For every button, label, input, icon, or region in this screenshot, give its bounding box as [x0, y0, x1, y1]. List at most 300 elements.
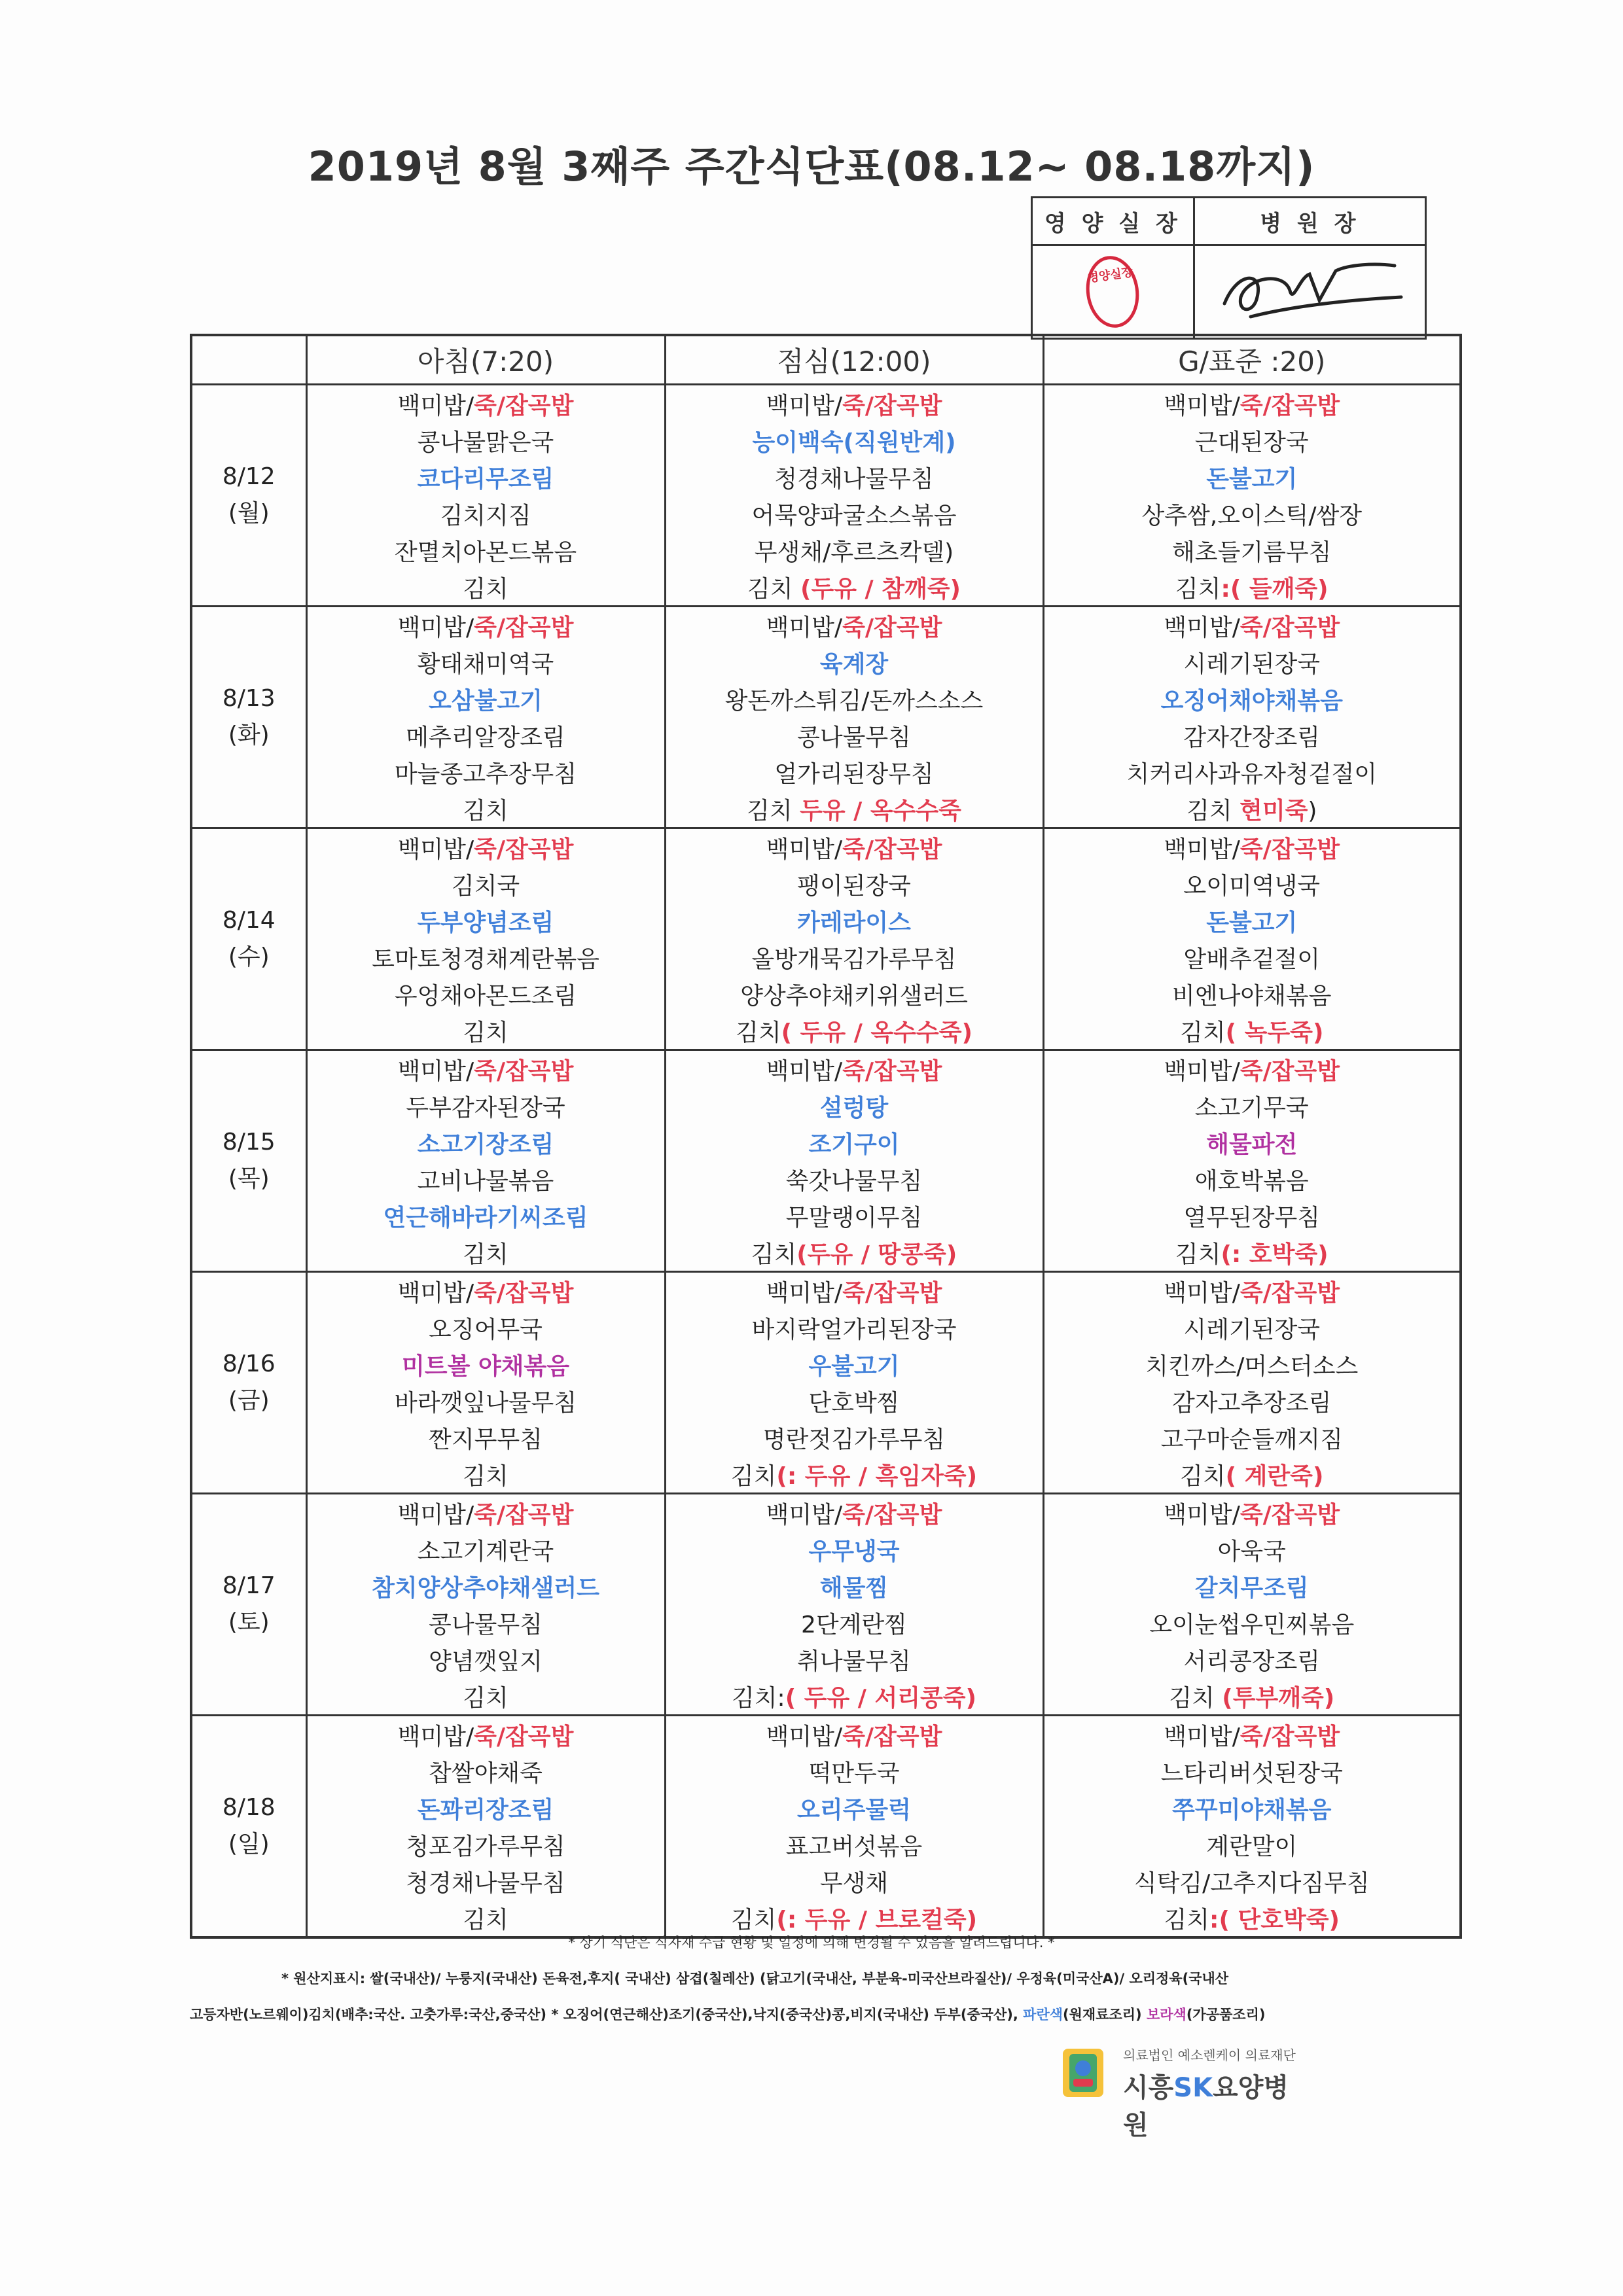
menu-text: 김치 — [1175, 575, 1221, 603]
lunch-item — [665, 1087, 1043, 1124]
date-label: 8/17 — [222, 1572, 276, 1599]
lunch-item — [665, 1234, 1043, 1272]
breakfast-item — [306, 866, 665, 902]
dinner-item — [1043, 644, 1461, 680]
menu-text: 김치 — [1180, 1019, 1226, 1046]
menu-text: 소고기계란국 — [417, 1538, 554, 1565]
menu-text: 백미밥/ — [766, 614, 843, 641]
dinner-item — [1043, 1161, 1461, 1197]
menu-row — [191, 1087, 1461, 1124]
menu-row — [191, 1456, 1461, 1494]
menu-row — [191, 1678, 1461, 1716]
dinner-item — [1043, 1309, 1461, 1346]
menu-text: 죽/잡곡밥 — [1240, 392, 1340, 419]
menu-text: 백미밥/ — [766, 392, 843, 419]
dinner-item — [1043, 1087, 1461, 1124]
menu-text: 백미밥/ — [397, 1723, 474, 1750]
breakfast-item — [306, 1087, 665, 1124]
menu-text: 찹쌀야채죽 — [429, 1759, 543, 1787]
weekday-label: (금) — [228, 1387, 270, 1414]
menu-text: 어묵양파굴소스볶음 — [751, 502, 957, 529]
dinner-item — [1043, 680, 1461, 717]
lunch-item — [665, 1456, 1043, 1494]
lunch-item — [665, 1309, 1043, 1346]
menu-text: :( 단호박죽) — [1209, 1906, 1340, 1934]
menu-text: 백미밥/ — [766, 1057, 843, 1085]
menu-text: 돈꽈리장조림 — [417, 1796, 554, 1824]
menu-text: 무생채 — [819, 1869, 889, 1897]
breakfast-item — [306, 1050, 665, 1088]
lunch-item — [665, 828, 1043, 866]
origin-notice: * 원산지표시: 쌀(국내산)/ 누룽지(국내산) 돈육전,후지( 국내산) 삼겹(칠레산) (닭고기(국내산, 부분육-미국산브라질산)/ 우정육(미국산A)/ 오리정육(국내산 — [281, 1971, 1229, 1987]
menu-text: 백미밥/ — [1164, 392, 1240, 419]
breakfast-item — [306, 1678, 665, 1716]
menu-text: 마늘종고추장무침 — [394, 760, 577, 788]
menu-text: 시레기된장국 — [1183, 650, 1321, 678]
menu-row — [191, 459, 1461, 495]
breakfast-item — [306, 902, 665, 939]
menu-text: 죽/잡곡밥 — [474, 1723, 574, 1750]
menu-text: 양념깻잎지 — [429, 1648, 543, 1675]
breakfast-item — [306, 607, 665, 645]
menu-text: 감자고추장조림 — [1172, 1389, 1332, 1417]
menu-text: 청경채나물무침 — [406, 1869, 565, 1897]
date-cell — [191, 385, 306, 607]
menu-text: 오리주물럭 — [797, 1796, 911, 1824]
signature-icon — [1211, 251, 1408, 330]
dinner-item — [1043, 939, 1461, 976]
dinner-item — [1043, 1826, 1461, 1863]
menu-table — [190, 334, 1462, 1939]
menu-text: 죽/잡곡밥 — [474, 1057, 574, 1085]
dinner-item — [1043, 1197, 1461, 1234]
menu-text: 2단계란찜 — [800, 1611, 907, 1638]
menu-text: 죽/잡곡밥 — [474, 614, 574, 641]
menu-text: 콩나물무침 — [797, 724, 911, 751]
menu-text: 애호박볶음 — [1194, 1167, 1309, 1195]
menu-text: 백미밥/ — [397, 614, 474, 641]
breakfast-item — [306, 1309, 665, 1346]
dinner-item — [1043, 754, 1461, 790]
menu-text: 짠지무무침 — [429, 1426, 543, 1453]
menu-text: 시레기된장국 — [1183, 1316, 1321, 1343]
lunch-item — [665, 495, 1043, 532]
menu-text: 팽이된장국 — [797, 872, 911, 900]
menu-text: 김치 — [747, 575, 800, 603]
lunch-item — [665, 866, 1043, 902]
lunch-item — [665, 1641, 1043, 1678]
menu-text: 죽/잡곡밥 — [842, 1057, 942, 1085]
lunch-item — [665, 1568, 1043, 1604]
menu-text: :( 들깨죽) — [1221, 575, 1329, 603]
dinner-item — [1043, 1124, 1461, 1161]
menu-row — [191, 976, 1461, 1012]
dinner-item — [1043, 569, 1461, 607]
menu-text: 취나물무침 — [797, 1648, 911, 1675]
weekday-label: (목) — [228, 1165, 270, 1192]
menu-text: 김치 — [463, 575, 508, 603]
menu-text: (두유 / 참깨죽) — [800, 575, 961, 603]
menu-text: 백미밥/ — [766, 1279, 843, 1307]
menu-text: 죽/잡곡밥 — [474, 1279, 574, 1307]
breakfast-item — [306, 1383, 665, 1419]
dinner-item — [1043, 1456, 1461, 1494]
menu-text: 김치 — [747, 797, 800, 824]
lunch-item — [665, 1124, 1043, 1161]
menu-text: 능이백숙(직원반계) — [752, 429, 956, 456]
dinner-item — [1043, 866, 1461, 902]
lunch-item — [665, 385, 1043, 423]
approval-box — [1031, 196, 1427, 340]
lunch-item — [665, 717, 1043, 754]
dinner-item — [1043, 422, 1461, 459]
menu-text: 백미밥/ — [1164, 836, 1240, 863]
lunch-item — [665, 1050, 1043, 1088]
menu-text: ( 계란죽) — [1225, 1462, 1324, 1490]
menu-row — [191, 790, 1461, 828]
menu-text: 죽/잡곡밥 — [474, 1501, 574, 1528]
lunch-item — [665, 607, 1043, 645]
header-row — [191, 335, 1461, 385]
breakfast-item — [306, 1161, 665, 1197]
breakfast-item — [306, 644, 665, 680]
date-label: 8/16 — [222, 1351, 276, 1377]
menu-text: 오징어무국 — [429, 1316, 543, 1343]
approval-label-director: 병 원 장 — [1194, 198, 1425, 245]
menu-row — [191, 607, 1461, 645]
menu-text: 콩나물무침 — [429, 1611, 543, 1638]
menu-row — [191, 754, 1461, 790]
lunch-item — [665, 1012, 1043, 1050]
lunch-item — [665, 1790, 1043, 1826]
menu-row — [191, 1124, 1461, 1161]
lunch-item — [665, 1716, 1043, 1754]
menu-text: 김치 — [730, 1462, 777, 1490]
menu-text: 백미밥/ — [1164, 614, 1240, 641]
menu-row — [191, 1568, 1461, 1604]
menu-row — [191, 1641, 1461, 1678]
menu-row — [191, 828, 1461, 866]
menu-text: 김치 — [736, 1019, 781, 1046]
menu-text: 죽/잡곡밥 — [1240, 614, 1340, 641]
menu-text: 느타리버섯된장국 — [1160, 1759, 1343, 1787]
menu-text: 백미밥/ — [766, 1501, 843, 1528]
menu-text: 백미밥/ — [1164, 1501, 1240, 1528]
menu-text: 식탁김/고추지다짐무침 — [1133, 1869, 1370, 1897]
menu-row — [191, 1197, 1461, 1234]
date-label: 8/12 — [222, 463, 276, 490]
menu-text: (: 호박죽) — [1221, 1241, 1329, 1268]
lunch-item — [665, 459, 1043, 495]
menu-row — [191, 385, 1461, 423]
menu-text: 백미밥/ — [397, 392, 474, 419]
breakfast-item — [306, 754, 665, 790]
lunch-item — [665, 790, 1043, 828]
breakfast-item — [306, 1346, 665, 1383]
menu-text: 우엉채아몬드조림 — [394, 982, 577, 1010]
lunch-item — [665, 1863, 1043, 1899]
header-breakfast: 아침(7:20) — [306, 335, 665, 385]
breakfast-item — [306, 1197, 665, 1234]
dinner-item — [1043, 1753, 1461, 1790]
menu-text: 참치양상추야채샐러드 — [372, 1574, 599, 1602]
menu-text: 백미밥/ — [397, 1279, 474, 1307]
menu-text: 서리콩장조림 — [1183, 1648, 1321, 1675]
date-label: 8/14 — [222, 907, 276, 934]
menu-text: 오이눈썹우민찌볶음 — [1149, 1611, 1355, 1638]
menu-text: 표고버섯볶음 — [785, 1833, 923, 1860]
menu-row — [191, 1419, 1461, 1456]
date-label: 8/15 — [222, 1129, 276, 1156]
weekday-label: (토) — [228, 1609, 270, 1636]
menu-text: 갈치무조림 — [1194, 1574, 1309, 1602]
menu-text: 바라깻잎나물무침 — [394, 1389, 577, 1417]
dinner-item — [1043, 1272, 1461, 1310]
menu-text: 쭈꾸미야채볶음 — [1172, 1796, 1332, 1824]
menu-text: 토마토청경채계란볶음 — [372, 945, 599, 973]
menu-text: 떡만두국 — [808, 1759, 900, 1787]
date-cell — [191, 1716, 306, 1938]
lunch-item — [665, 1494, 1043, 1532]
menu-text: 김치 — [463, 1241, 508, 1268]
dinner-item — [1043, 1346, 1461, 1383]
menu-text: (: 두유 / 브로컬죽) — [776, 1906, 978, 1934]
menu-text: 김치 — [463, 1019, 508, 1046]
menu-text: 돈불고기 — [1206, 465, 1298, 493]
menu-row — [191, 1383, 1461, 1419]
menu-text: 죽/잡곡밥 — [842, 1723, 942, 1750]
menu-row — [191, 1753, 1461, 1790]
menu-text: 백미밥/ — [766, 836, 843, 863]
menu-text: 백미밥/ — [766, 1723, 843, 1750]
menu-text: 백미밥/ — [397, 1501, 474, 1528]
menu-text: 치킨까스/머스터소스 — [1145, 1352, 1359, 1380]
menu-text: ( 녹두죽) — [1225, 1019, 1324, 1046]
lunch-item — [665, 644, 1043, 680]
menu-text: 죽/잡곡밥 — [1240, 1501, 1340, 1528]
menu-text: 김치 — [1186, 797, 1240, 824]
menu-text: 황태채미역국 — [417, 650, 554, 678]
menu-text: 김치 — [751, 1241, 797, 1268]
approval-signature-cell — [1194, 245, 1425, 339]
menu-text: 오삼불고기 — [429, 687, 543, 715]
menu-text: 근대된장국 — [1194, 429, 1309, 456]
lunch-item — [665, 680, 1043, 717]
dinner-item — [1043, 385, 1461, 423]
dinner-item — [1043, 459, 1461, 495]
lunch-item — [665, 1383, 1043, 1419]
menu-text: 죽/잡곡밥 — [842, 614, 942, 641]
menu-text: 우무냉국 — [808, 1538, 900, 1565]
menu-text: 김치: — [732, 1684, 785, 1712]
menu-text: 죽/잡곡밥 — [1240, 1057, 1340, 1085]
menu-text: 왕돈까스튀김/돈까스소스 — [724, 687, 984, 715]
breakfast-item — [306, 1641, 665, 1678]
breakfast-item — [306, 1012, 665, 1050]
header-date — [191, 335, 306, 385]
breakfast-item — [306, 1456, 665, 1494]
seal-stamp: 영양실장 — [1082, 253, 1144, 331]
menu-text: 청포김가루무침 — [406, 1833, 565, 1860]
breakfast-item — [306, 569, 665, 607]
menu-text: 양상추야채키위샐러드 — [740, 982, 968, 1010]
menu-text: 코다리무조림 — [417, 465, 554, 493]
menu-text: 명란젓김가루무침 — [762, 1426, 946, 1453]
menu-text: 김치 — [1175, 1241, 1221, 1268]
menu-row — [191, 902, 1461, 939]
lunch-item — [665, 1272, 1043, 1310]
menu-text: 김치 — [1169, 1684, 1222, 1712]
menu-row — [191, 495, 1461, 532]
dinner-item — [1043, 1050, 1461, 1088]
lunch-item — [665, 1753, 1043, 1790]
breakfast-item — [306, 1863, 665, 1899]
menu-text: 김치 — [730, 1906, 777, 1934]
menu-row — [191, 1531, 1461, 1568]
menu-text: 계란말이 — [1206, 1833, 1298, 1860]
lunch-item — [665, 422, 1043, 459]
breakfast-item — [306, 532, 665, 569]
weekday-label: (수) — [228, 944, 270, 970]
menu-text: 죽/잡곡밥 — [842, 836, 942, 863]
dinner-item — [1043, 1641, 1461, 1678]
breakfast-item — [306, 1494, 665, 1532]
breakfast-item — [306, 1568, 665, 1604]
menu-row — [191, 1161, 1461, 1197]
weekday-label: (월) — [228, 500, 270, 527]
weekday-label: (화) — [228, 722, 270, 749]
menu-text: 오징어채야채볶음 — [1160, 687, 1343, 715]
breakfast-item — [306, 1716, 665, 1754]
dinner-item — [1043, 790, 1461, 828]
menu-text: 백미밥/ — [1164, 1057, 1240, 1085]
menu-text: 연근해바라기씨조림 — [383, 1204, 588, 1231]
lunch-item — [665, 569, 1043, 607]
date-cell — [191, 828, 306, 1050]
menu-text: 상추쌈,오이스틱/쌈장 — [1141, 502, 1363, 529]
page-title: 2019년 8월 3째주 주간식단표(08.12~ 08.18까지) — [308, 143, 1315, 190]
date-cell — [191, 1494, 306, 1716]
breakfast-item — [306, 1753, 665, 1790]
breakfast-item — [306, 1272, 665, 1310]
menu-text: 미트볼 야채볶음 — [402, 1352, 569, 1380]
approval-stamp-cell — [1032, 245, 1194, 339]
menu-text: 김치지짐 — [440, 502, 531, 529]
menu-text: (두유 / 땅콩죽) — [796, 1241, 957, 1268]
lunch-item — [665, 532, 1043, 569]
menu-text: 김치 — [1164, 1906, 1210, 1934]
breakfast-item — [306, 828, 665, 866]
lunch-item — [665, 1419, 1043, 1456]
dinner-item — [1043, 495, 1461, 532]
menu-text: 단호박찜 — [808, 1389, 900, 1417]
menu-text: 김치 — [463, 1462, 508, 1490]
menu-text: 백미밥/ — [397, 1057, 474, 1085]
breakfast-item — [306, 1124, 665, 1161]
dinner-item — [1043, 1531, 1461, 1568]
breakfast-item — [306, 1790, 665, 1826]
breakfast-item — [306, 1826, 665, 1863]
menu-row — [191, 1494, 1461, 1532]
menu-text: (투부깨죽) — [1222, 1684, 1335, 1712]
breakfast-item — [306, 1531, 665, 1568]
menu-text: 두유 / 옥수수죽 — [800, 797, 961, 824]
menu-text: 올방개묵김가루무침 — [751, 945, 957, 973]
dinner-item — [1043, 1604, 1461, 1641]
lunch-item — [665, 1678, 1043, 1716]
dinner-item — [1043, 1419, 1461, 1456]
menu-text: 김치 — [463, 1906, 508, 1934]
lunch-item — [665, 1604, 1043, 1641]
menu-text: 두부양념조림 — [417, 909, 554, 936]
breakfast-item — [306, 1234, 665, 1272]
menu-text: 죽/잡곡밥 — [842, 392, 942, 419]
breakfast-item — [306, 422, 665, 459]
menu-text: 해초들기름무침 — [1172, 539, 1332, 566]
menu-text: 카레라이스 — [797, 909, 911, 936]
menu-text: 잔멸치아몬드볶음 — [394, 539, 577, 566]
menu-text: 육계장 — [819, 650, 889, 678]
menu-text: 고비나물볶음 — [417, 1167, 554, 1195]
dinner-item — [1043, 1678, 1461, 1716]
dinner-item — [1043, 976, 1461, 1012]
menu-row — [191, 1234, 1461, 1272]
header-dinner: G/표준 :20) — [1043, 335, 1461, 385]
menu-text: 죽/잡곡밥 — [842, 1501, 942, 1528]
menu-text: 두부감자된장국 — [406, 1094, 565, 1122]
lunch-item — [665, 1531, 1043, 1568]
breakfast-item — [306, 717, 665, 754]
dinner-item — [1043, 1790, 1461, 1826]
menu-text: 김치 — [463, 1684, 508, 1712]
menu-row — [191, 644, 1461, 680]
menu-text: 바지락얼가리된장국 — [751, 1316, 957, 1343]
dinner-item — [1043, 1863, 1461, 1899]
dinner-item — [1043, 1568, 1461, 1604]
breakfast-item — [306, 680, 665, 717]
menu-text: 소고기무국 — [1194, 1094, 1309, 1122]
menu-text: 죽/잡곡밥 — [1240, 1723, 1340, 1750]
menu-row — [191, 1309, 1461, 1346]
menu-text: (: 두유 / 흑임자죽) — [776, 1462, 978, 1490]
breakfast-item — [306, 790, 665, 828]
breakfast-item — [306, 939, 665, 976]
menu-row — [191, 1826, 1461, 1863]
date-label: 8/18 — [222, 1794, 276, 1821]
dinner-item — [1043, 717, 1461, 754]
breakfast-item — [306, 385, 665, 423]
date-cell — [191, 607, 306, 828]
menu-text: 김치 — [1180, 1462, 1226, 1490]
menu-row — [191, 569, 1461, 607]
menu-text: 현미죽 — [1240, 797, 1308, 824]
menu-text: ( 두유 / 서리콩죽) — [785, 1684, 976, 1712]
menu-text: 우불고기 — [808, 1352, 900, 1380]
menu-text: 죽/잡곡밥 — [842, 1279, 942, 1307]
hospital-logo: 의료법인 예소렌케이 의료재단 시흥SK요양병원 — [1060, 2038, 1309, 2104]
menu-text: 비엔나야채볶음 — [1172, 982, 1332, 1010]
dinner-item — [1043, 828, 1461, 866]
breakfast-item — [306, 976, 665, 1012]
lunch-item — [665, 1161, 1043, 1197]
menu-row — [191, 680, 1461, 717]
menu-text: 김치국 — [451, 872, 520, 900]
menu-text: 콩나물맑은국 — [417, 429, 554, 456]
menu-text: 백미밥/ — [1164, 1279, 1240, 1307]
menu-text: 죽/잡곡밥 — [1240, 836, 1340, 863]
lunch-item — [665, 754, 1043, 790]
weekday-label: (일) — [228, 1831, 270, 1858]
